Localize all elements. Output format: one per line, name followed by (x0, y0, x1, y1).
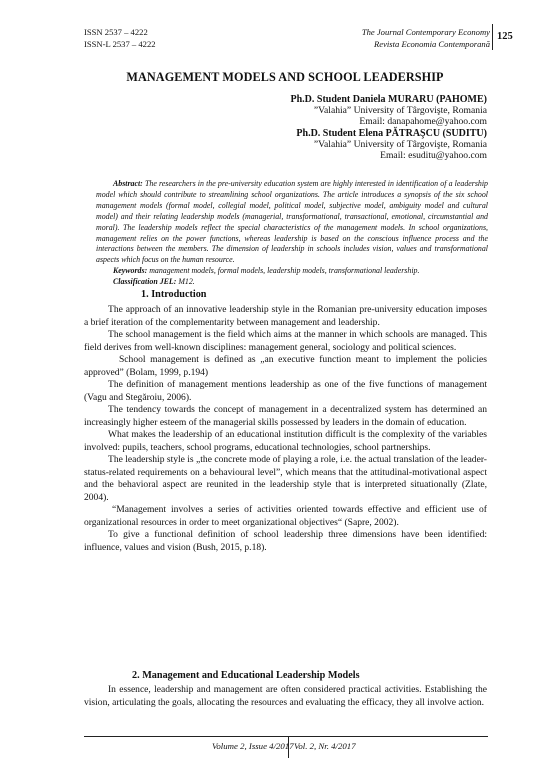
author-name: Ph.D. Student Elena PĂTRAŞCU (SUDITU) (296, 127, 487, 139)
body-paragraph: What makes the leadership of an educational institution difficult is the complexity of the variables involved: pupils, teachers, school programs, educational technologies, school partnerships. (84, 429, 487, 453)
section2-body (84, 684, 487, 709)
jel-label: Classification JEL: (113, 277, 177, 287)
jel-line (96, 277, 488, 288)
abstract-block (96, 179, 488, 288)
abstract-text: The researchers in the pre-university education system are highly interested in identification of a leadership model which should contribute to streamlining school organizations. The article introduces a synopsis of the six school management models (formal model, collegial model, political model, subjective model, ambiguity model and cultural model) and their relating leadership models (managerial, transformational, transactional, emotional, circumstantial and moral). The leadership models reflect the special characteristics of the management models. In school organizations, management relies on the power functions, whereas leadership is based on the conscious influence process and the interactions between the members. The dimension of leadership in schools includes vision, values and transformational aspects which focus on the human resource. (96, 179, 488, 265)
issn-linking: ISSN-L 2537 – 4222 (84, 39, 156, 49)
section-heading-models: 2. Management and Educational Leadership Models (132, 670, 360, 681)
header-issn (84, 26, 156, 50)
body-paragraph: The tendency towards the concept of management in a decentralized system has determined an increasingly higher esteem of the managerial skills possessed by leaders in the domain of education. (84, 404, 487, 428)
author-affiliation: ”Valahia” University of Târgovişte, Romania (313, 105, 487, 117)
body-paragraph: School management is defined as „an executive function meant to implement the policies approved” (Bolam, 1999, p.194) (84, 354, 487, 378)
keywords-label: Keywords: (113, 266, 148, 276)
header-journal (362, 26, 490, 50)
footer-volume-ro: Vol. 2, Nr. 4/2017 (294, 741, 356, 751)
footer-rule (84, 736, 488, 737)
header-divider (492, 24, 493, 50)
keywords-line (96, 266, 488, 277)
footer-volume-en: Volume 2, Issue 4/2017 (212, 741, 294, 751)
author-name: Ph.D. Student Daniela MURARU (PAHOME) (290, 94, 487, 105)
page-number: 125 (497, 31, 513, 42)
body-paragraph: The school management is the field which aims at the manner in which schools are managed. This field derives from well-known disciplines: management general, sociology and political sciences. (84, 329, 487, 353)
journal-name-en: The Journal Contemporary Economy (361, 27, 490, 37)
keywords-text: management models, formal models, leadership models, transformational leadership. (149, 266, 420, 276)
body-paragraph: The definition of management mentions leadership as one of the five functions of management (Vagu and Stegăroiu, 2006). (84, 379, 487, 403)
author-block (291, 94, 487, 161)
issn-print: ISSN 2537 – 4222 (84, 27, 148, 37)
author-affiliation: ”Valahia” University of Târgovişte, Romania (313, 138, 487, 150)
abstract-label: Abstract: (113, 179, 143, 188)
article-title: MANAGEMENT MODELS AND SCHOOL LEADERSHIP (126, 70, 444, 84)
body-paragraph: In essence, leadership and management are often considered practical activities. Establishing the vision, articulating the goals, allocating the resources and evaluating the efficacy, they all involve action. (84, 684, 487, 708)
body-paragraph: The approach of an innovative leadership style in the Romanian pre-university education imposes a brief iteration of the complementarity between management and leadership. (84, 304, 487, 328)
introduction-body (84, 304, 487, 554)
jel-code: M12. (178, 277, 195, 287)
body-paragraph: “Management involves a series of activities oriented towards effective and efficient use of organizational resources in order to meet organizational objectives“ (Sapre, 2002). (84, 504, 487, 528)
abstract-paragraph (96, 179, 488, 266)
journal-name-ro: Revista Economia Contemporană (374, 39, 490, 49)
author-email: Email: danapahome@yahoo.com (359, 116, 487, 128)
author-email: Email: esuditu@yahoo.com (380, 150, 487, 162)
section-heading-introduction: 1. Introduction (141, 289, 207, 300)
body-paragraph: The leadership style is „the concrete mode of playing a role, i.e. the actual translation of the leader-status-related requirements on a behavioural level”, which means that the attitudinal-motivational aspect and the behavioral aspect are reunited in the leadership style that is interpreted situationally (Zlate, 2004). (84, 454, 487, 503)
body-paragraph: To give a functional definition of school leadership three dimensions have been identified: influence, values and vision (Bush, 2015, p.18). (84, 529, 487, 553)
